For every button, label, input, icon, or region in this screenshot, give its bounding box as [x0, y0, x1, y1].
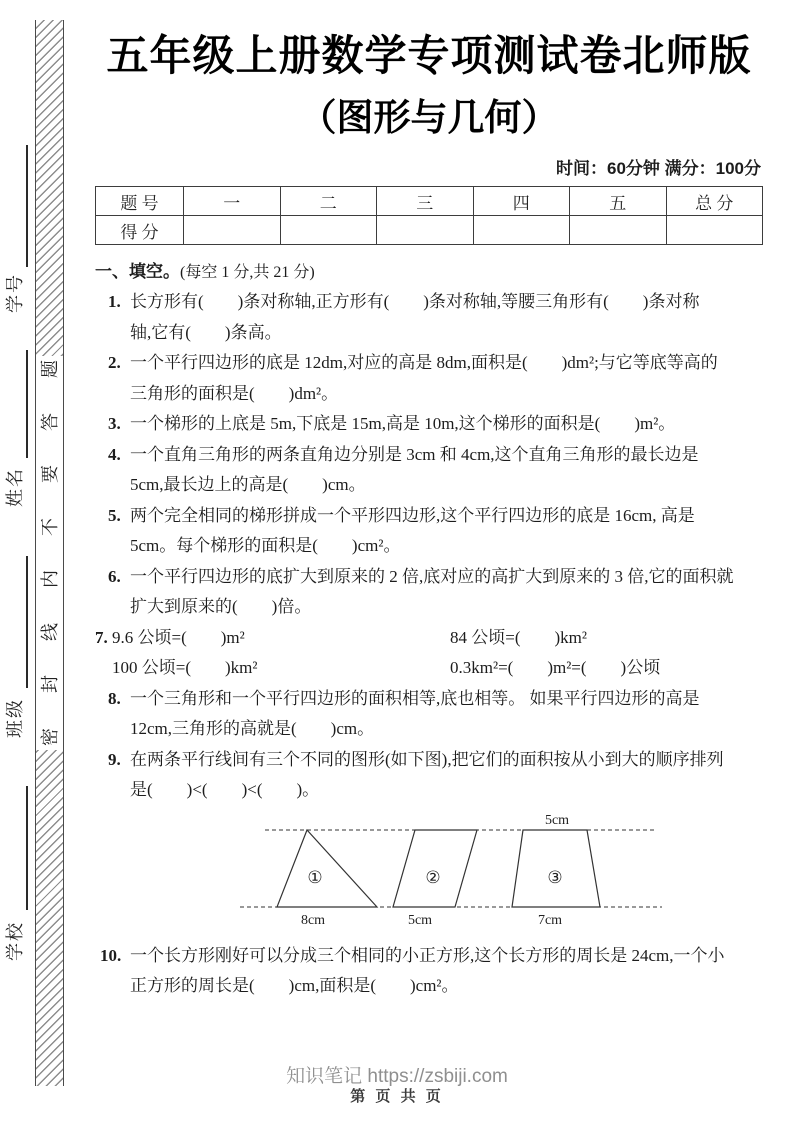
question-text: 在两条平行线间有三个不同的图形(如下图),把它们的面积按从小到大的顺序排列 [130, 749, 724, 769]
question-number: 4. [108, 444, 121, 464]
question-text: 三角形的面积是( )dm²。 [130, 383, 339, 403]
trapezoid-top-label: 5cm [544, 812, 570, 828]
question-number: 9. [108, 749, 121, 769]
shapes-diagram [235, 810, 665, 930]
question-text: 5cm。每个梯形的面积是( )cm²。 [130, 536, 401, 555]
seal-char: 不 [39, 517, 60, 536]
score-cell [377, 216, 474, 245]
question-3 [95, 409, 763, 440]
score-col-header: 一 [184, 187, 281, 216]
question-text: 一个平行四边形的底扩大到原来的 2 倍,底对应的高扩大到原来的 3 倍,它的面积就 [130, 566, 734, 586]
question-list [95, 287, 763, 1002]
seal-char: 答 [39, 412, 60, 431]
question-number: 7. [95, 627, 108, 647]
question-text: 一个梯形的上底是 5m,下底是 15m,高是 10m,这个梯形的面积是( )m²。 [130, 414, 676, 433]
school-write-line [26, 786, 28, 910]
page-number-line: 第 页 共 页 [350, 1088, 444, 1105]
page-subtitle: （图形与几何） [299, 97, 559, 138]
time-score-meta: 时间：60分钟 满分：100分 [556, 159, 761, 178]
question-2 [95, 348, 763, 409]
score-row-label: 得 分 [96, 216, 184, 245]
question-text: 扩大到原来的( )倍。 [130, 597, 312, 616]
question-text: 两个完全相同的梯形拼成一个平形四边形,这个平行四边形的底是 16cm, 高是 [130, 505, 695, 525]
conversion-item: 9.6 公顷=( )m² [112, 627, 245, 647]
score-table [95, 186, 763, 245]
school-label: 学校 [5, 921, 25, 961]
question-text: 正方形的周长是( )cm,面积是( )cm²。 [130, 976, 459, 995]
shape-3-mark: ③ [547, 867, 563, 887]
conversion-item: 84 公顷=( )km² [450, 627, 587, 647]
score-col-header: 题 号 [96, 187, 184, 216]
score-col-header: 二 [280, 187, 377, 216]
question-10 [95, 941, 763, 1002]
score-cell [570, 216, 667, 245]
score-cell [184, 216, 281, 245]
conversion-item: 0.3km²=( )m²=( )公顷 [450, 658, 661, 677]
triangle-shape [277, 830, 377, 907]
seal-line-text [36, 356, 63, 750]
question-1 [95, 287, 763, 348]
seal-char: 线 [39, 622, 60, 641]
seal-line-strip [35, 20, 64, 1086]
score-cell [280, 216, 377, 245]
question-text-row [112, 653, 763, 684]
score-cell [666, 216, 763, 245]
question-text-row [112, 623, 763, 654]
seal-char: 要 [39, 465, 60, 484]
parallelogram-base-label: 5cm [407, 912, 433, 928]
seal-char: 封 [39, 675, 60, 694]
score-table-value-row [96, 216, 763, 245]
watermark-site: 知识笔记 https://zsbiji.com [286, 1066, 508, 1087]
seal-char: 题 [39, 360, 60, 378]
question-text: 12cm,三角形的高就是( )cm。 [130, 719, 375, 738]
score-col-header: 四 [473, 187, 570, 216]
question-text: 5cm,最长边上的高是( )cm。 [130, 475, 366, 494]
question-text: 一个平行四边形的底是 12dm,对应的高是 8dm,面积是( )dm²;与它等底等高的 [130, 353, 718, 372]
trapezoid-base-label: 7cm [537, 912, 563, 928]
student-id-label: 学号 [5, 273, 25, 313]
question-text: 一个三角形和一个平行四边形的面积相等,底也相等。 如果平行四边形的高是 [130, 688, 700, 708]
shape-1-mark: ① [307, 867, 323, 887]
score-col-header: 三 [377, 187, 474, 216]
seal-char: 内 [39, 570, 60, 589]
question-number: 3. [108, 414, 121, 433]
score-col-header: 总 分 [666, 187, 763, 216]
question-text: 轴,它有( )条高。 [130, 322, 282, 342]
question-5 [95, 501, 763, 562]
question-9 [95, 745, 763, 806]
question-number: 2. [108, 353, 121, 372]
score-cell [473, 216, 570, 245]
shape-2-mark: ② [425, 867, 441, 887]
conversion-item: 100 公顷=( )km² [112, 658, 258, 677]
exam-content [95, 0, 763, 1002]
question-text: 一个长方形刚好可以分成三个相同的小正方形,这个长方形的周长是 24cm,一个小 [130, 945, 725, 965]
question-6 [95, 562, 763, 623]
question-number: 10. [100, 945, 122, 965]
score-col-header: 五 [570, 187, 667, 216]
question-number: 5. [108, 505, 121, 525]
student-id-write-line [26, 145, 28, 267]
name-label: 姓名 [5, 467, 25, 507]
question-number: 6. [108, 566, 121, 586]
question-text: 是( )<( )<( )。 [130, 780, 320, 799]
class-write-line [26, 556, 28, 688]
name-write-line [26, 350, 28, 458]
question-8 [95, 684, 763, 745]
class-label: 班级 [5, 698, 25, 738]
question-number: 8. [108, 688, 121, 708]
triangle-base-label: 8cm [300, 912, 326, 928]
question-number: 1. [108, 292, 121, 311]
section-note: (每空 1 分,共 21 分) [180, 264, 315, 281]
question-7 [95, 623, 763, 684]
page-footer [137, 1066, 657, 1105]
section-title: 一、填空。 [95, 262, 180, 281]
question-text: 长方形有( )条对称轴,正方形有( )条对称轴,等腰三角形有( )条对称 [130, 292, 700, 311]
question-4 [95, 440, 763, 501]
page-title: 五年级上册数学专项测试卷北师版 [106, 32, 752, 79]
question-text: 一个直角三角形的两条直角边分别是 3cm 和 4cm,这个直角三角形的最长边是 [130, 444, 699, 464]
score-table-header-row [96, 187, 763, 216]
seal-char: 密 [39, 727, 60, 746]
section-heading [95, 260, 763, 285]
